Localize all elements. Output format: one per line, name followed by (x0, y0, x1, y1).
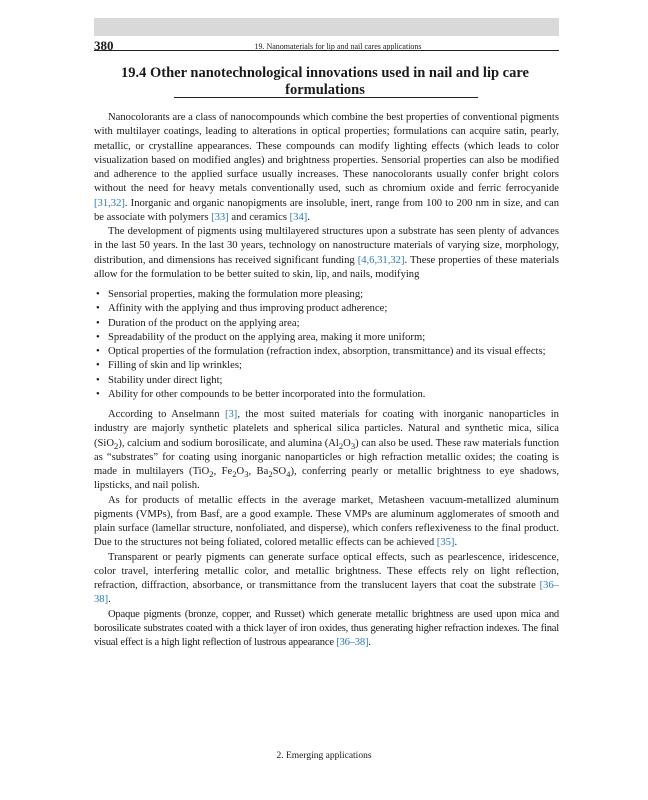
bullet-icon: • (96, 303, 100, 315)
section-title-line1: 19.4 Other nanotechnological innovations used in nail and lip care (121, 65, 529, 81)
paragraph-1: Nanocolorants are a class of nanocompounds which combine the best properties of conventional pigments with multilayer coatings, leading to alterations in optical properties; formulations can acquire satin, pearly, metallic, or crystalline appearances. These compounds can modify lighting effects (which leads to color visualization based on modified angles) and brightness properties. Sensorial properties can also be modified and adherence to the applied surface usually increases. These nanocolorants usually confer bright colors without the need for heavy metals conventionally used, such as chromium oxide and ferric ferrocyanide [31,32]. Inorganic and organic nanopigments are insoluble, inert, range from 100 to 200 nm in size, and can be associate with polymers [33] and ceramics [34]. (94, 112, 559, 223)
citation-link[interactable]: [31,32] (94, 197, 125, 209)
bullet-icon: • (96, 388, 100, 400)
list-item: • Stability under direct light; (94, 374, 559, 388)
list-item: • Ability for other compounds to be better incorporated into the formulation. (94, 388, 559, 402)
citation-link[interactable]: [36–38] (336, 637, 369, 648)
list-item: • Affinity with the applying and thus improving product adherence; (94, 302, 559, 316)
bullet-icon: • (96, 289, 100, 300)
paragraph-6: Opaque pigments (bronze, copper, and Russet) which generate metallic brightness are used upon mica and borosilicate substrates coated with a thick layer of iron oxides, thus generating higher refraction indexes. The final visual effect is a high light reflection of lustrous appearance [36–38]. (94, 608, 559, 648)
citation-link[interactable]: [33] (211, 211, 229, 223)
list-item: • Spreadability of the product on the applying area, making it more uniform; (94, 331, 559, 345)
list-item: • Sensorial properties, making the formulation more pleasing; (94, 288, 559, 302)
citation-link[interactable]: [35] (436, 537, 455, 549)
list-item: • Duration of the product on the applying area; (94, 317, 559, 331)
title-rule (174, 97, 478, 98)
bullet-icon: • (96, 346, 100, 357)
bullet-icon: • (96, 360, 100, 372)
footer-part-label: 2. Emerging applications (276, 751, 372, 761)
bullet-icon: • (96, 331, 100, 343)
citation-link[interactable]: [4,6,31,32] (357, 254, 405, 266)
paragraph-3: According to Anselmann [3], the most suited materials for coating with inorganic nanoparticles in industry are majorly synthetic platelets and spherical silica particles. Natural and synthetic mica, silica (SiO$_2$), calcium and sodium borosilicate, and alumina $(Al_2O_3)$ can also be used. These raw materials function as “substrates” for coating using inorganic nanoparticles or high refraction metallic oxides; the coating is made in multilayers (TiO$_2$, $Fe_2O_3$, $Ba_2SO_4$), conferring pearly or metallic brightness to eye shadows, lipsticks, and nail polish. (94, 409, 560, 492)
list-item: • Optical properties of the formulation (refraction index, absorption, transmittance) and its visual effects; (94, 345, 559, 359)
page-number: 380 (94, 38, 114, 53)
header-bar (94, 18, 559, 36)
bullet-icon: • (96, 374, 100, 386)
body-text (94, 111, 559, 650)
bullet-icon: • (96, 317, 100, 329)
paragraph-2: The development of pigments using multilayered structures upon a substrate has seen plenty of advances in the last 50 years. In the last 30 years, technology on nanostructure materials of varying size, morphology, distribution, and dimensions has received significant funding [4,6,31,32]. These properties of these materials allow for the formulation to be better suited to skin, lip, and nails, modifying (94, 226, 560, 280)
citation-link[interactable]: [3] (224, 409, 238, 420)
list-item: • Filling of skin and lip wrinkles; (94, 359, 559, 373)
citation-link[interactable]: [34] (289, 211, 308, 223)
paragraph-4: As for products of metallic effects in the average market, Metasheen vacuum-metallized aluminum pigments (VMPs), from Basf, are a good example. These VMPs are aluminum agglomerates of smooth and plain surface (lamellar structure, nonfoliated, and disperse), which confers reflexiveness to the final product. Due to the structures not being foliated, colored metallic effects can be achieved [35]. (94, 494, 559, 549)
section-title (120, 65, 530, 99)
bullet-list (94, 288, 559, 402)
citation-link[interactable]: [36–38] (94, 580, 559, 606)
header-rule (94, 50, 559, 51)
running-title: 19. Nanomaterials for lip and nail cares applications (254, 42, 422, 51)
paragraph-5: Transparent or pearly pigments can generate surface optical effects, such as pearlescence, iridescence, color travel, interfering metallic color, and metallic brightness. These effects rely on light reflection, refraction, diffraction, absorbance, or transmittance from the translucent layers that coat the substrate [36–38]. (94, 551, 559, 606)
section-title-line2: formulations (285, 82, 365, 98)
